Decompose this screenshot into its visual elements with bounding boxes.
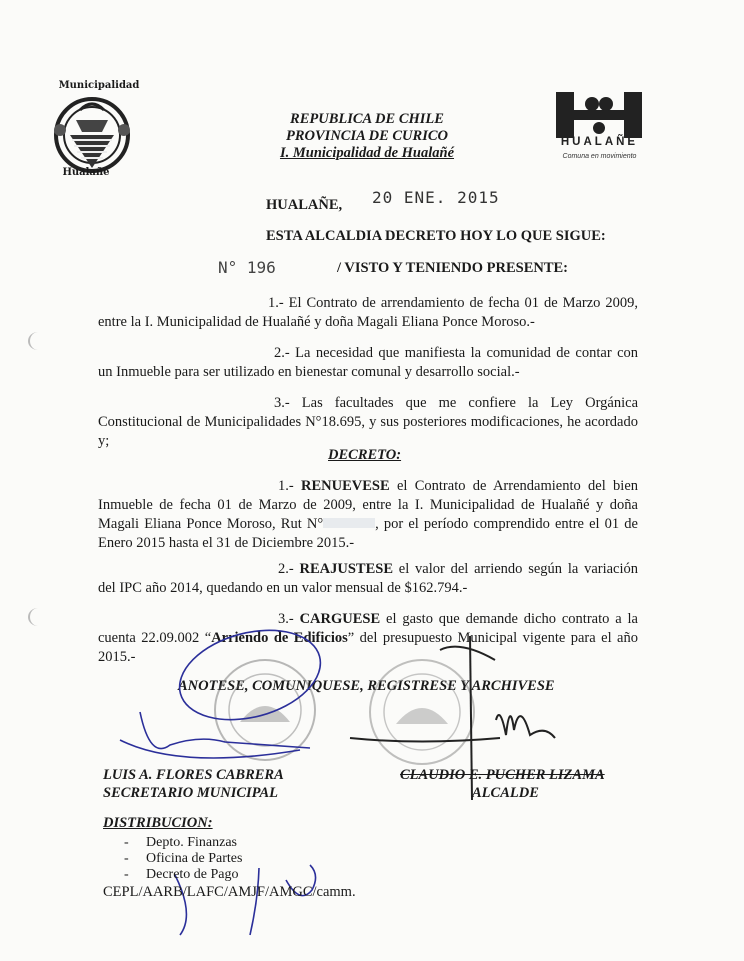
articulo-1-text-b: , por el período comprendido entre el 01 de Enero 2015 hasta el 31 de Diciembre 2015.- <box>98 516 638 551</box>
municipal-logo-bottom-text: Hualañé <box>62 167 110 178</box>
articulo-3-text-a: el gasto que demande dicho contrato a la cuenta 22.09.002 “ <box>98 611 638 646</box>
decree-number-suffix: / <box>337 260 342 276</box>
visto-1-lead: 1.- El Contrato de arrendamiento de fecha 01 de Marzo 2009, <box>268 295 638 311</box>
mayor-signature-block <box>400 766 605 802</box>
articulo-3-text-b: ” del presupuesto Municipal vigente para el año 2015.- <box>98 630 638 665</box>
date-place: HUALAÑE, <box>266 197 343 213</box>
distribution-item: - Decreto de Pago <box>124 867 242 883</box>
header-province: PROVINCIA DE CURICO <box>286 128 448 144</box>
secretary-signature-block <box>103 766 284 802</box>
mayor-title: ALCALDE <box>472 785 539 801</box>
distribution-list <box>124 835 242 883</box>
visto-2-lead: 2.- La necesidad que manifiesta la comunidad de contar con <box>274 345 638 361</box>
decree-number-stamp: N° 196 <box>218 258 276 277</box>
initials-line: CEPL/AARB/LAFC/AMJF/AMGC/camm. <box>103 884 356 900</box>
municipal-logo-top-text: Municipalidad <box>58 80 140 91</box>
distribution-title: DISTRIBUCION: <box>103 815 213 831</box>
header-country: REPUBLICA DE CHILE <box>290 111 444 127</box>
articulo-2-verb: REAJUSTESE <box>299 561 393 577</box>
secretary-title: SECRETARIO MUNICIPAL <box>103 785 278 801</box>
articulo-3-verb: CARGUESE <box>299 611 381 627</box>
visto-3-lead: 3.- Las facultades que me confiere la Ley Orgánica <box>274 395 638 411</box>
articulo-1-num: 1.- <box>278 478 294 494</box>
closing-formula: ANOTESE, COMUNIQUESE, REGISTRESE Y ARCHIVESE <box>178 678 555 694</box>
distribution-item: - Depto. Finanzas <box>124 835 242 851</box>
date-stamp: 20 ENE. 2015 <box>372 188 500 207</box>
visto-heading-text: VISTO Y TENIENDO PRESENTE: <box>344 260 569 276</box>
visto-1-rest: entre la I. Municipalidad de Hualañé y doña Magali Eliana Ponce Moroso.- <box>98 314 535 330</box>
articulo-1-text-a: el Contrato de Arrendamiento del bien Inmueble de fecha 01 de Marzo de 2009, entre la I. Municipalidad de Hualañé y doña Magali Eliana Ponce Moroso, Rut N° <box>98 478 639 532</box>
distribution-item: - Oficina de Partes <box>124 851 242 867</box>
header-municipality: I. Municipalidad de Hualañé <box>279 145 455 161</box>
hualane-logo-name: HUALAÑE <box>560 136 639 148</box>
articulo-1-verb: RENUEVESE <box>301 478 390 494</box>
alcaldia-line: ESTA ALCALDIA DECRETO HOY LO QUE SIGUE: <box>266 228 606 244</box>
punch-hole-mark <box>28 608 48 626</box>
mayor-seal-icon <box>370 660 474 764</box>
articulo-3-num: 3.- <box>278 611 294 627</box>
articulo-2-num: 2.- <box>278 561 294 577</box>
visto-2-rest: un Inmueble para ser utilizado en bienestar comunal y desarrollo social.- <box>98 364 520 380</box>
mayor-name: CLAUDIO E. PUCHER LIZAMA <box>400 767 605 783</box>
articulo-3-bold: Arriendo de Edificios <box>211 630 348 646</box>
articulo-2-text: el valor del arriendo según la variación del IPC año 2014, quedando en un valor mensual de $162.794.- <box>98 561 639 596</box>
punch-hole-mark <box>28 332 48 350</box>
visto-3-rest: Constitucional de Municipalidades N°18.695, y sus posteriores modificaciones, he acordado y; <box>98 414 638 449</box>
decreto-title: DECRETO: <box>328 447 402 463</box>
secretary-name: LUIS A. FLORES CABRERA <box>103 767 284 783</box>
hualane-logo-tagline: Comuna en movimiento <box>562 153 637 160</box>
